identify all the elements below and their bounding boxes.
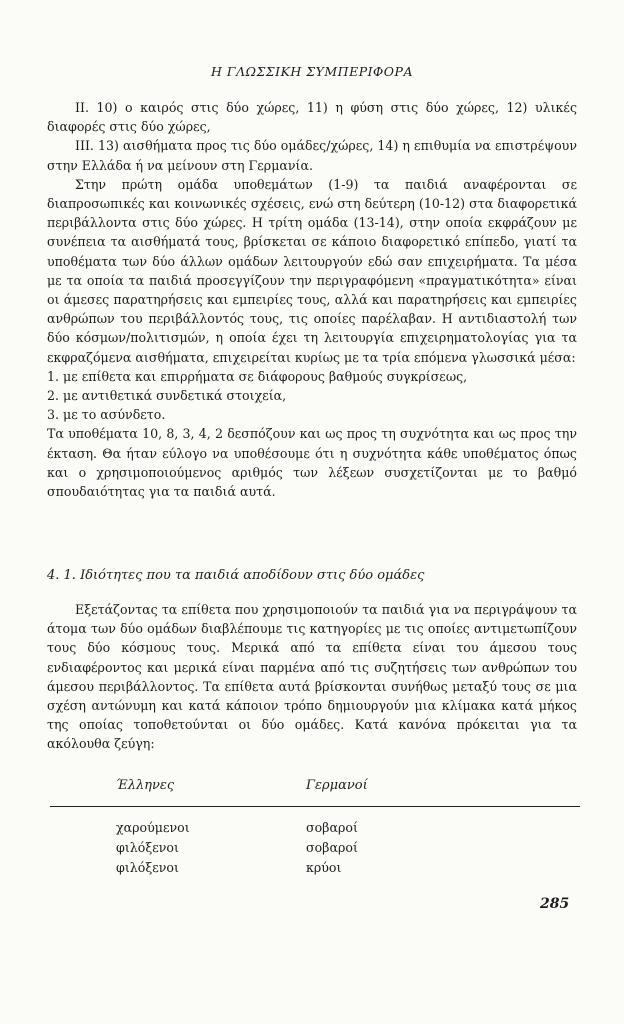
greek-adjective: φιλόξενοι [116,840,179,855]
list-item-2: 2. με αντιθετικά συνδετικά στοιχεία, [47,388,287,404]
paragraph-1: ΙΙ. 10) ο καιρός στις δύο χώρες, 11) η φύση στις δύο χώρες, 12) υλικές διαφορές στις δύο χώρες, [47,100,577,135]
list-item-1: 1. με επίθετα και επιρρήματα σε διάφορους βαθμούς συγκρίσεως, [47,368,468,384]
greek-adjective: χαρούμενοι [116,820,190,835]
greek-adjective: φιλόξενοι [116,860,179,875]
closing-paragraph: Τα υποθέματα 10, 8, 3, 4, 2 δεσπόζουν και ως προς τη συχνότητα και ως προς την έκταση. Θα ήταν εύλογο να υποθέσουμε ότι η συχνότητα κάθε υποθέματος όπως και ο χρησιμοποιούμενος αριθμός των λέξεων συσχετίζονται με το βαθμό σπουδαιότητας για τα παιδιά αυτά. [47,426,577,500]
running-head: Η ΓΛΩΣΣΙΚΗ ΣΥΜΠΕΡΙΦΟΡΑ [211,64,413,79]
paragraph-2: ΙΙΙ. 13) αισθήματα προς τις δύο ομάδες/χώρες, 14) η επιθυμία να επιστρέψουν στην Ελλάδα ή να μείνουν στη Γερμανία. [47,138,577,173]
german-adjective: σοβαροί [306,840,358,855]
section-paragraph: Εξετάζοντας τα επίθετα που χρησιμοποιούν τα παιδιά για να περιγράψουν τα άτομα των δύο ομάδων διαβλέπουμε τις κατηγορίες με τις οποίες αντιμετωπίζουν τους δύο κόσμους τους. Μερικά από τα επίθετα είναι του άμεσου τους ενδιαφέροντος και μερικά είναι παρμένα από τις συζητήσεις των ανθρώπων του άμεσου περιβάλλοντος. Τα επίθετα αυτά βρίσκονται συνήθως μεταξύ τους σε μια σχέση αντώνυμη και κατά κάποιον τρόπο δημιουργούν μια κλίμακα κατά μήκος της οποίας τοποθετούνται οι δύο ομάδες. Κατά κανόνα πρόκειται για τα ακόλουθα ζεύγη: [47,602,577,752]
section-body [47,600,577,754]
column-header-greeks: Έλληνες [116,778,175,793]
column-header-germans: Γερμανοί [306,778,368,793]
page-number: 285 [540,896,570,912]
list-item-3: 3. με το ασύνδετο. [47,407,166,423]
german-adjective: κρύοι [306,860,342,875]
paragraph-3: Στην πρώτη ομάδα υποθεμάτων (1-9) τα παιδιά αναφέρονται σε διαπροσωπικές και κοινωνικές σχέσεις, ενώ στη δεύτερη (10-12) στα διαφορετικά περιβάλλοντα στις δύο χώρες. Η τρίτη ομάδα (13-14), στην οποία εκφράζουν με συνέπεια τα αισθήματά τους, βρίσκεται σε κάποιο διαφορετικό επίπεδο, γιατί τα υποθέματα των δύο άλλων ομάδων λειτουργούν εδώ σαν επιχειρήματα. Τα μέσα με τα οποία τα παιδιά προσεγγίζουν την περιγραφόμενη «πραγματικότητα» είναι οι άμεσες παρατηρήσεις και εμπειρίες τους, αλλά και παρατηρήσεις και εμπειρίες ανθρώπων του περιβάλλοντός τους, τις οποίες παρέλαβαν. Η αντιδιαστολή των δύο κόσμων/πολιτισμών, η οποία έχει τη λειτουργία επιχειρηματολογίας για τα εκφραζόμενα αισθήματα, επιχειρείται κυρίως με τα τρία επόμενα γλωσσικά μέσα: [47,176,577,365]
section-heading: 4. 1. Ιδιότητες που τα παιδιά αποδίδουν στις δύο ομάδες [47,568,425,583]
german-adjective: σοβαροί [306,820,358,835]
main-text [47,98,577,501]
table-rule [50,806,580,807]
